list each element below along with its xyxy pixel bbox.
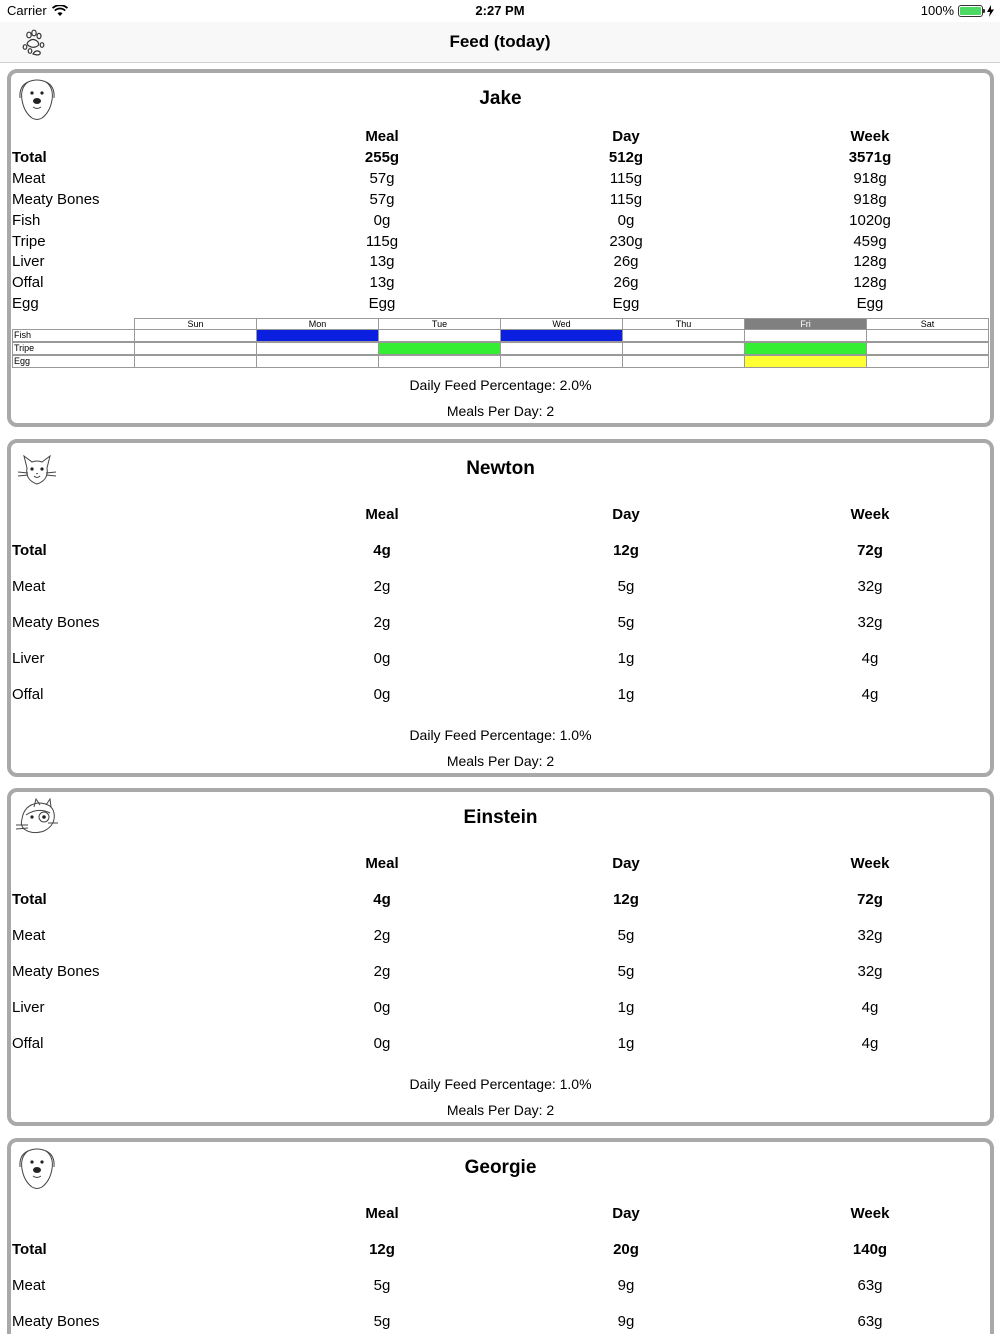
table-row [12, 1277, 990, 1298]
table-row [12, 999, 990, 1020]
table-row [12, 253, 990, 274]
row-label: Meat [12, 578, 46, 595]
meal-value: 255g [364, 149, 400, 166]
table-row [12, 191, 990, 212]
row-label: Offal [12, 274, 44, 291]
day-header-sat: Sat [866, 318, 989, 330]
meal-value: 2g [373, 614, 391, 631]
day-header-mon: Mon [256, 318, 379, 330]
day-value: 9g [617, 1277, 635, 1294]
daily-feed-percentage: Daily Feed Percentage: 1.0% [409, 1076, 592, 1092]
daily-feed-percentage: Daily Feed Percentage: 2.0% [409, 377, 592, 393]
week-value: 4g [861, 999, 879, 1016]
schedule-cell-egg-sat [866, 355, 989, 368]
schedule-cell-tripe-wed [500, 342, 623, 355]
meal-value: 0g [373, 212, 391, 229]
pet-card [7, 1138, 994, 1334]
row-label: Offal [12, 1035, 44, 1052]
row-label: Total [12, 1241, 47, 1258]
table-row [12, 1241, 990, 1262]
day-value: 20g [613, 1241, 639, 1258]
week-value: 32g [857, 614, 883, 631]
column-header-day: Day [612, 128, 640, 145]
day-value: 9g [617, 1313, 635, 1330]
schedule-cell-tripe-tue [378, 342, 501, 355]
meal-value: 5g [373, 1313, 391, 1330]
schedule-cell-fish-wed [500, 329, 623, 342]
table-row [12, 650, 990, 671]
pet-card [7, 788, 994, 1126]
row-label: Liver [12, 999, 45, 1016]
day-value: 512g [608, 149, 644, 166]
column-header-meal: Meal [365, 855, 399, 872]
day-value: 5g [617, 963, 635, 980]
column-header-row [12, 1205, 990, 1226]
week-value: 32g [857, 963, 883, 980]
row-label: Fish [12, 212, 41, 229]
day-header-fri: Fri [744, 318, 867, 330]
column-header-day: Day [612, 506, 640, 523]
pet-name: Jake [479, 88, 522, 109]
table-row [12, 274, 990, 295]
schedule-cell-tripe-mon [256, 342, 379, 355]
table-row [12, 927, 990, 948]
table-row [12, 212, 990, 233]
column-header-row [12, 855, 990, 876]
table-row [12, 149, 990, 170]
week-value: 128g [853, 274, 887, 291]
day-value: 26g [613, 274, 639, 291]
day-value: 5g [617, 927, 635, 944]
meal-value: 13g [369, 253, 395, 270]
row-label: Meaty Bones [12, 1313, 100, 1330]
battery-indicator [921, 3, 994, 18]
week-value: 32g [857, 927, 883, 944]
row-label: Meaty Bones [12, 191, 100, 208]
table-row [12, 578, 990, 599]
battery-percent: 100% [920, 3, 954, 18]
schedule-cell-fish-sun [134, 329, 257, 342]
day-value: 5g [617, 614, 635, 631]
meal-value: 0g [373, 999, 391, 1016]
schedule-cell-fish-tue [378, 329, 501, 342]
week-value: 918g [853, 191, 887, 208]
meal-value: 4g [373, 891, 391, 908]
schedule-cell-egg-fri [744, 355, 867, 368]
day-value: 115g [609, 191, 643, 208]
week-value: 4g [861, 686, 879, 703]
schedule-cell-egg-tue [378, 355, 501, 368]
row-label: Tripe [12, 233, 46, 250]
meal-value: 57g [369, 191, 395, 208]
day-header-tue: Tue [378, 318, 501, 330]
column-header-week: Week [850, 1205, 890, 1222]
meal-value: 57g [369, 170, 395, 187]
meals-per-day: Meals Per Day: 2 [446, 403, 555, 419]
meals-per-day: Meals Per Day: 2 [446, 1102, 555, 1118]
row-label: Meaty Bones [12, 963, 100, 980]
row-label: Offal [12, 686, 44, 703]
day-value: 115g [609, 170, 643, 187]
day-value: 12g [613, 891, 639, 908]
column-header-week: Week [850, 128, 890, 145]
schedule-cell-fish-thu [622, 329, 745, 342]
table-row [12, 1313, 990, 1334]
table-row [12, 614, 990, 635]
day-value: 0g [617, 212, 635, 229]
day-value: 26g [613, 253, 639, 270]
column-header-day: Day [612, 1205, 640, 1222]
column-header-meal: Meal [365, 1205, 399, 1222]
carrier-label: Carrier [7, 3, 47, 18]
schedule-cell-fish-sat [866, 329, 989, 342]
pet-card [7, 439, 994, 777]
meal-value: 12g [369, 1241, 395, 1258]
navigation-bar [0, 22, 1000, 63]
day-header-wed: Wed [500, 318, 623, 330]
row-label: Egg [12, 295, 39, 312]
pet-name: Georgie [464, 1157, 537, 1178]
schedule-cell-fish-fri [744, 329, 867, 342]
week-value: 4g [861, 650, 879, 667]
meal-value: 0g [373, 650, 391, 667]
day-value: 230g [609, 233, 643, 250]
battery-icon [958, 5, 983, 17]
meal-value: 2g [373, 927, 391, 944]
week-value: 140g [852, 1241, 888, 1258]
clock: 2:27 PM [475, 3, 525, 18]
week-value: 63g [857, 1313, 883, 1330]
meal-value: 0g [373, 1035, 391, 1052]
meal-value: 0g [373, 686, 391, 703]
page-title: Feed (today) [449, 32, 551, 51]
week-value: 63g [857, 1277, 883, 1294]
status-bar [0, 0, 1000, 22]
schedule-cell-tripe-fri [744, 342, 867, 355]
table-row [12, 295, 990, 316]
week-value: 72g [857, 891, 883, 908]
pet-card [7, 69, 994, 427]
week-value: 918g [853, 170, 887, 187]
pet-name: Newton [466, 458, 535, 479]
week-value: 1020g [849, 212, 891, 229]
schedule-cell-tripe-sat [866, 342, 989, 355]
table-row [12, 170, 990, 191]
meal-value: 115g [365, 233, 399, 250]
schedule-row-label: Egg [12, 355, 135, 368]
week-value: 128g [853, 253, 887, 270]
table-row [12, 542, 990, 563]
schedule-cell-egg-mon [256, 355, 379, 368]
day-value: 1g [617, 999, 635, 1016]
row-label: Meat [12, 1277, 46, 1294]
column-header-row [12, 506, 990, 527]
schedule-row-label: Tripe [12, 342, 135, 355]
row-label: Liver [12, 253, 45, 270]
column-header-week: Week [850, 506, 890, 523]
day-value: 1g [617, 650, 635, 667]
table-row [12, 891, 990, 912]
week-value: 72g [857, 542, 883, 559]
day-value: 5g [617, 578, 635, 595]
day-value: 1g [617, 1035, 635, 1052]
column-header-row [12, 128, 990, 149]
charging-bolt-icon [987, 5, 994, 17]
meals-per-day: Meals Per Day: 2 [446, 753, 555, 769]
schedule-cell-egg-sun [134, 355, 257, 368]
table-row [12, 686, 990, 707]
schedule-cell-egg-wed [500, 355, 623, 368]
row-label: Meat [12, 170, 46, 187]
meal-value: Egg [368, 295, 396, 312]
row-label: Meat [12, 927, 46, 944]
schedule-row-label: Fish [12, 329, 135, 342]
week-value: Egg [856, 295, 884, 312]
schedule-cell-tripe-thu [622, 342, 745, 355]
row-label: Total [12, 891, 47, 908]
week-value: 4g [861, 1035, 879, 1052]
row-label: Liver [12, 650, 45, 667]
day-header-sun: Sun [134, 318, 257, 330]
row-label: Total [12, 542, 47, 559]
meal-value: 5g [373, 1277, 391, 1294]
column-header-day: Day [612, 855, 640, 872]
row-label: Total [12, 149, 47, 166]
table-row [12, 1035, 990, 1056]
day-value: 1g [617, 686, 635, 703]
row-label: Meaty Bones [12, 614, 100, 631]
week-value: 32g [857, 578, 883, 595]
week-value: 459g [853, 233, 887, 250]
column-header-week: Week [850, 855, 890, 872]
meal-value: 4g [373, 542, 391, 559]
day-value: 12g [613, 542, 639, 559]
meal-value: 13g [369, 274, 395, 291]
pet-name: Einstein [463, 807, 538, 828]
daily-feed-percentage: Daily Feed Percentage: 1.0% [409, 727, 592, 743]
meal-value: 2g [373, 963, 391, 980]
week-value: 3571g [848, 149, 892, 166]
table-row [12, 233, 990, 254]
column-header-meal: Meal [365, 128, 399, 145]
day-value: Egg [612, 295, 640, 312]
table-row [12, 963, 990, 984]
day-header-thu: Thu [622, 318, 745, 330]
schedule-cell-tripe-sun [134, 342, 257, 355]
meal-value: 2g [373, 578, 391, 595]
column-header-meal: Meal [365, 506, 399, 523]
schedule-cell-fish-mon [256, 329, 379, 342]
schedule-cell-egg-thu [622, 355, 745, 368]
